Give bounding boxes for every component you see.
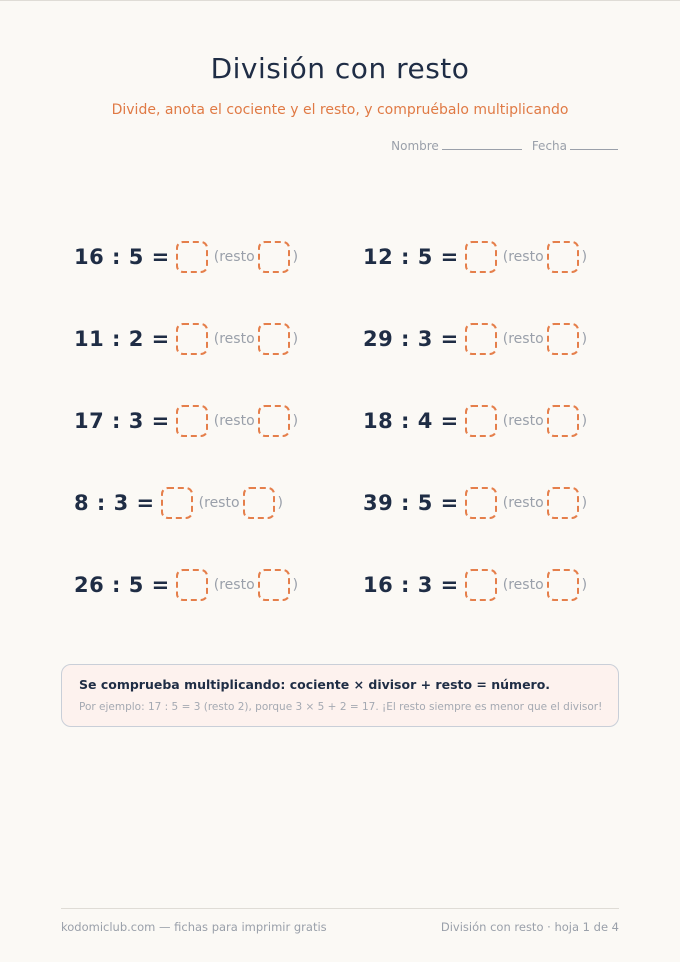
footer-site-credit: kodomiclub.com — fichas para imprimir gratis (61, 920, 327, 934)
remainder-answer-box[interactable] (547, 323, 579, 355)
name-label: Nombre (391, 139, 439, 153)
remainder-answer-box[interactable] (258, 241, 290, 273)
remainder-answer-box[interactable] (547, 241, 579, 273)
remainder-answer-box[interactable] (547, 569, 579, 601)
close-paren: ) (292, 577, 299, 593)
exercise-grid (74, 241, 634, 601)
remainder-label: (resto (198, 495, 240, 511)
top-divider (0, 0, 680, 1)
remainder-label: (resto (213, 331, 255, 347)
close-paren: ) (581, 331, 588, 347)
date-label: Fecha (531, 139, 567, 153)
quotient-answer-box[interactable] (465, 323, 497, 355)
division-expression: 11 : 2 = (74, 327, 170, 351)
remainder-answer-box[interactable] (547, 487, 579, 519)
close-paren: ) (581, 413, 588, 429)
exercise-item (74, 569, 363, 601)
quotient-answer-box[interactable] (176, 405, 208, 437)
division-expression: 29 : 3 = (363, 327, 459, 351)
exercise-item (363, 487, 623, 519)
exercise-item (74, 405, 363, 437)
division-expression: 17 : 3 = (74, 409, 170, 433)
remainder-answer-box[interactable] (258, 405, 290, 437)
close-paren: ) (292, 413, 299, 429)
exercise-item (74, 323, 363, 355)
date-blank-line (570, 140, 618, 150)
footer-divider (61, 908, 619, 909)
exercise-item (363, 323, 623, 355)
exercise-item (363, 569, 623, 601)
remainder-label: (resto (213, 249, 255, 265)
quotient-answer-box[interactable] (176, 569, 208, 601)
close-paren: ) (581, 577, 588, 593)
remainder-label: (resto (213, 577, 255, 593)
division-expression: 18 : 4 = (363, 409, 459, 433)
division-expression: 16 : 5 = (74, 245, 170, 269)
division-expression: 8 : 3 = (74, 491, 155, 515)
exercise-item (363, 241, 623, 273)
division-expression: 12 : 5 = (363, 245, 459, 269)
remainder-label: (resto (502, 495, 544, 511)
close-paren: ) (581, 495, 588, 511)
quotient-answer-box[interactable] (465, 241, 497, 273)
remainder-answer-box[interactable] (258, 323, 290, 355)
quotient-answer-box[interactable] (161, 487, 193, 519)
quotient-answer-box[interactable] (465, 405, 497, 437)
division-expression: 39 : 5 = (363, 491, 459, 515)
quotient-answer-box[interactable] (176, 241, 208, 273)
remainder-label: (resto (502, 413, 544, 429)
remainder-label: (resto (502, 577, 544, 593)
hint-example: Por ejemplo: 17 : 5 = 3 (resto 2), porque 3 × 5 + 2 = 17. ¡El resto siempre es menor que el divisor! (79, 701, 603, 713)
exercise-item (74, 241, 363, 273)
quotient-answer-box[interactable] (176, 323, 208, 355)
remainder-label: (resto (213, 413, 255, 429)
close-paren: ) (292, 331, 299, 347)
hint-rule: Se comprueba multiplicando: cociente × divisor + resto = número. (79, 677, 551, 692)
close-paren: ) (277, 495, 283, 511)
remainder-label: (resto (502, 331, 544, 347)
remainder-label: (resto (502, 249, 544, 265)
close-paren: ) (581, 249, 588, 265)
footer-page-info: División con resto · hoja 1 de 4 (440, 920, 619, 934)
division-expression: 16 : 3 = (363, 573, 459, 597)
exercise-item (74, 487, 363, 519)
quotient-answer-box[interactable] (465, 569, 497, 601)
page-title: División con resto (210, 52, 470, 85)
name-blank-line (442, 140, 522, 150)
exercise-item (363, 405, 623, 437)
remainder-answer-box[interactable] (258, 569, 290, 601)
close-paren: ) (292, 249, 299, 265)
remainder-answer-box[interactable] (243, 487, 275, 519)
hint-box (61, 664, 619, 727)
name-field[interactable] (391, 139, 522, 153)
division-expression: 26 : 5 = (74, 573, 170, 597)
student-info (391, 139, 618, 153)
date-field[interactable] (532, 139, 618, 153)
remainder-answer-box[interactable] (547, 405, 579, 437)
page-subtitle: Divide, anota el cociente y el resto, y compruébalo multiplicando (111, 102, 569, 118)
quotient-answer-box[interactable] (465, 487, 497, 519)
